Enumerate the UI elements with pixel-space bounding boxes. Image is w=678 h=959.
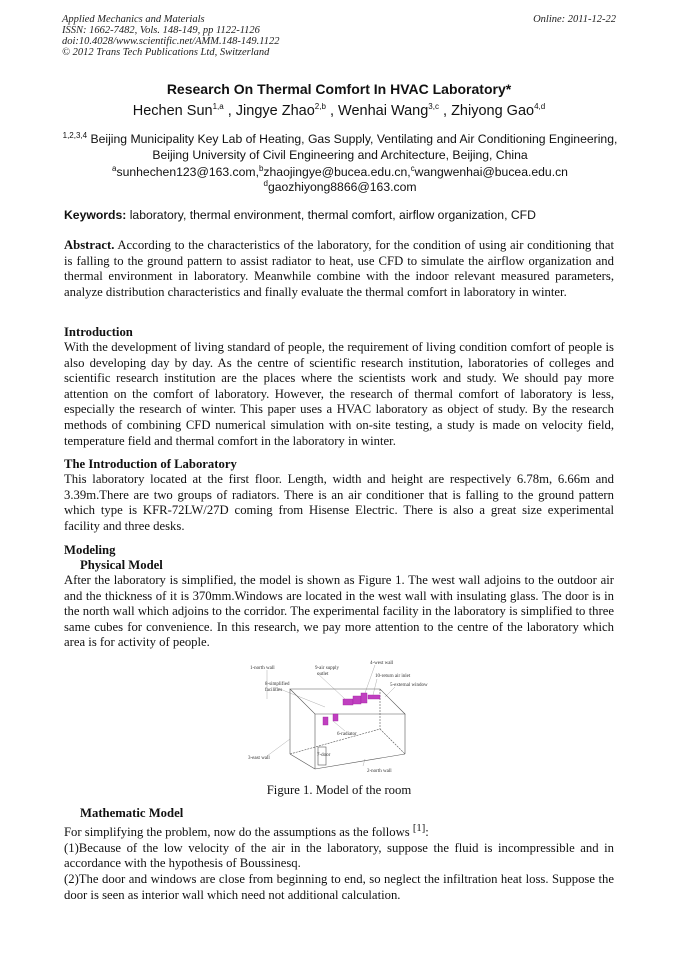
abstract (64, 238, 614, 300)
section-heading: Introduction (64, 325, 133, 339)
affiliation-text: Beijing Municipality Key Lab of Heating, Gas Supply, Ventilating and Air Conditioning Engineering, Beijing University of Civil Engineering and Architecture, Beijing, China (90, 132, 618, 162)
affiliation (60, 131, 620, 163)
figure-label: facilities (265, 688, 283, 693)
radiator-shape (323, 717, 328, 725)
affiliation-sup: 1,2,3,4 (62, 130, 88, 140)
section-heading: Modeling (64, 543, 116, 557)
section-heading: The Introduction of Laboratory (64, 457, 237, 471)
subsection-heading: Mathematic Model (80, 806, 184, 820)
figure-label: 10-return air inlet (375, 674, 411, 679)
email[interactable]: wangwenhai@bucea.edu.cn (414, 165, 568, 179)
math-intro: For simplifying the problem, now do the assumptions as the follows (64, 825, 413, 840)
room-edge (290, 754, 315, 769)
return-air-shape (368, 695, 380, 699)
journal-header (62, 14, 279, 58)
copyright: © 2012 Trans Tech Publications Ltd, Switzerland (62, 47, 270, 58)
figure-label: 8-simplified (265, 682, 290, 687)
email-sup: d (263, 178, 268, 188)
online-date: Online: 2011-12-22 (533, 14, 616, 25)
author-sup: 4,d (534, 102, 546, 112)
email-list: $^a$sunhechen123@163.com,$^b$zhaojingye@bucea.edu.cn,$^c$wangwenhai@bucea.edu.cn $^d$gaozhiyong8866@163.com (112, 163, 568, 194)
radiator-shape (333, 714, 338, 721)
figure-label: 4-west wall (370, 661, 394, 666)
math-model-text (64, 821, 614, 903)
figure-label: 3-east wall (248, 756, 270, 761)
email[interactable]: zhaojingye@bucea.edu.cn (263, 165, 408, 179)
lab-intro-text: This laboratory located at the first floor. Length, width and height are respectively 6.78m, 6.66m and 3.39m.There are two groups of radiators. There is an air conditioner that is falling to the ground pattern which type is KFR-72LW/27D coming from Hisense Electric. There is also a great size experimental facility and three desks. (64, 472, 614, 533)
author-sup: 3,c (428, 102, 439, 112)
reference-marker[interactable]: [1] (412, 823, 426, 834)
author-sup: 1,a (212, 102, 224, 112)
room-model-figure (245, 659, 428, 779)
figure-label: 2-north wall (367, 769, 392, 774)
author: Hechen Sun (132, 103, 213, 119)
physical-model-text: After the laboratory is simplified, the model is shown as Figure 1. The west wall adjoins to the outdoor air and the thickness of it is 370mm.Windows are located in the west wall with insulating glass. The door is in the north wall which adjoins to the corridor. The experimental facility in the laboratory is simplified to three same cubes for convenience. In this research, we pay more attention to the centre of the laboratory which area is for activity of people. (64, 573, 614, 650)
room-edge (290, 729, 380, 754)
keywords (64, 208, 536, 222)
journal-name: Applied Mechanics and Materials (62, 14, 205, 25)
figure-label: 7-door (317, 753, 331, 758)
author-list: Hechen Sun$^{1,a}$ , Jingye Zhao$^{2,b}$ , Wenhai Wang$^{3,c}$ , Zhiyong Gao$^{4,d}$ (132, 102, 546, 119)
email-sup: c (410, 163, 415, 173)
email-sup: b (258, 163, 264, 173)
subsection-heading: Physical Model (80, 558, 163, 572)
paper-title: Research On Thermal Comfort In HVAC Laboratory* (166, 81, 512, 97)
author: Wenhai Wang (338, 103, 429, 119)
introduction-text: With the development of living standard of people, the requirement of living condition comfort of people is also developing day by day. As the centre of scientific research institution, laboratories of colleges and scientific research institution are the places where the scientists work and study. We should pay more attention on the comfort of laboratory. However, the research of thermal comfort of laboratory is less, especially the research of winter. This paper uses a HVAC laboratory as object of study. By the research methods of combining CFD numerical simulation with on-site testing, a study is made on velocity field, temperature field and thermal comfort in the laboratory in winter. (64, 340, 614, 448)
doi[interactable]: doi:10.4028/www.scientific.net/AMM.148-149.1122 (62, 36, 280, 47)
author: Zhiyong Gao (451, 103, 535, 119)
math-intro-end: : (425, 825, 429, 840)
figure-label: 6-radiator (337, 732, 357, 737)
author-sup: 2,b (314, 102, 326, 112)
figure-caption: Figure 1. Model of the room (266, 783, 412, 797)
abstract-text: According to the characteristics of the laboratory, for the condition of using air conditioning that is falling to the ground pattern to assist radiator to heat, use CFD to simulate the airflow organization and thermal environment in laboratory. Meanwhile combine with the indoor relevant measured parameters, analyze distribution characteristics and finally evaluate the thermal comfort in laboratory in winter. (64, 238, 614, 299)
keywords-label: Keywords: (64, 208, 127, 222)
figure-label: 9-air supply (315, 666, 340, 671)
room-edge (380, 729, 405, 754)
facility-shape (361, 693, 367, 703)
abstract-label: Abstract. (64, 238, 115, 252)
keywords-text: laboratory, thermal environment, thermal comfort, airflow organization, CFD (129, 208, 536, 222)
assumption-2: (2)The door and windows are close from beginning to end, so neglect the infiltration heat loss. Suppose the door is seen as interior wall which need not additional calculation. (64, 872, 614, 902)
email-sup: a (112, 163, 117, 173)
author: Jingye Zhao (235, 103, 315, 119)
email[interactable]: gaozhiyong8866@163.com (267, 180, 417, 194)
facility-shape (353, 696, 361, 704)
figure-label: 5-external window (390, 683, 428, 688)
email[interactable]: sunhechen123@163.com (116, 165, 256, 179)
figure-label: outlet (317, 672, 329, 677)
issn: ISSN: 1662-7482, Vols. 148-149, pp 1122-1126 (62, 25, 260, 36)
air-supply-shape (343, 699, 353, 705)
figure-label: 1-north wall (250, 666, 275, 671)
assumption-1: (1)Because of the low velocity of the air in the laboratory, suppose the fluid is incompressible and in accordance with the hypothesis of Boussinesq. (64, 840, 614, 871)
